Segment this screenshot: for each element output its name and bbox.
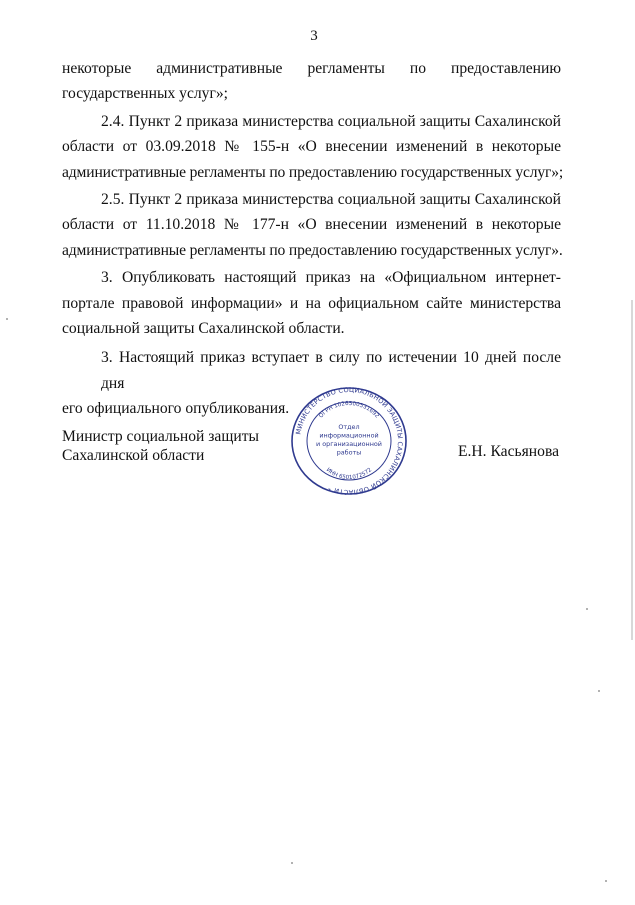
scan-speck	[291, 862, 293, 864]
paragraph-item-2-4	[62, 109, 564, 185]
paragraph-item-2-5	[62, 187, 561, 263]
text-line: административные регламенты по предоставлению государственных услуг»;	[62, 163, 564, 181]
signatory-position-line-2: Сахалинской области	[62, 447, 205, 464]
scan-speck	[605, 880, 607, 882]
scan-speck	[586, 608, 588, 610]
stamp-center-line-3: и организационной	[316, 440, 382, 448]
stamp-center-line-2: информационной	[319, 431, 379, 440]
scan-speck	[598, 690, 600, 692]
scan-speck	[6, 318, 8, 320]
text-line: 3. Настоящий приказ вступает в силу по истечении 10 дней после дня	[101, 349, 561, 392]
text-line: области от 11.10.2018 № 177-н «О внесении изменений в некоторые	[62, 216, 561, 234]
svg-text:ИНН 6501072572	[325, 467, 373, 481]
svg-text:ОГРН 1026500531692	[318, 401, 380, 420]
stamp-center-line-1: Отдел	[338, 423, 360, 431]
text-line: портале правовой информации» и на официальном сайте министерства	[62, 294, 561, 312]
signatory-position-line-1: Министр социальной защиты	[62, 428, 259, 445]
document-body	[62, 56, 564, 424]
text-line: его официального опубликования.	[62, 400, 290, 418]
text-line: социальной защиты Сахалинской области.	[62, 320, 345, 338]
stamp-center-line-4: работы	[336, 448, 362, 457]
text-line: 3. Опубликовать настоящий приказ на «Официальном интернет-	[101, 269, 561, 287]
text-line: административные регламенты по предоставлению государственных услуг».	[62, 241, 563, 259]
signatory-position	[62, 427, 259, 465]
text-line: 2.5. Пункт 2 приказа министерства социальной защиты Сахалинской	[101, 191, 561, 209]
paragraph-continuation	[62, 56, 561, 107]
scan-edge-shadow	[631, 300, 633, 640]
signatory-name: Е.Н. Касьянова	[458, 443, 560, 460]
stamp-ogrn-text: ОГРН 1026500531692	[318, 400, 380, 420]
text-line: некоторые административные регламенты по предоставлению	[62, 60, 561, 77]
stamp-inn-text: ИНН 6501072572	[324, 467, 374, 482]
text-line: области от 03.09.2018 № 155-н «О внесении изменений в некоторые	[62, 138, 561, 156]
stamp-outer-text: МИНИСТЕРСТВО СОЦИАЛЬНОЙ ЗАЩИТЫ САХАЛИНСКОЙ ОБЛАСТИ *	[294, 385, 405, 497]
paragraph-item-3-publish	[62, 265, 561, 341]
text-line: 2.4. Пункт 2 приказа министерства социальной защиты Сахалинской	[101, 112, 561, 130]
official-stamp	[289, 385, 409, 497]
page-number: 3	[310, 28, 318, 44]
text-line: государственных услуг»;	[62, 85, 228, 103]
